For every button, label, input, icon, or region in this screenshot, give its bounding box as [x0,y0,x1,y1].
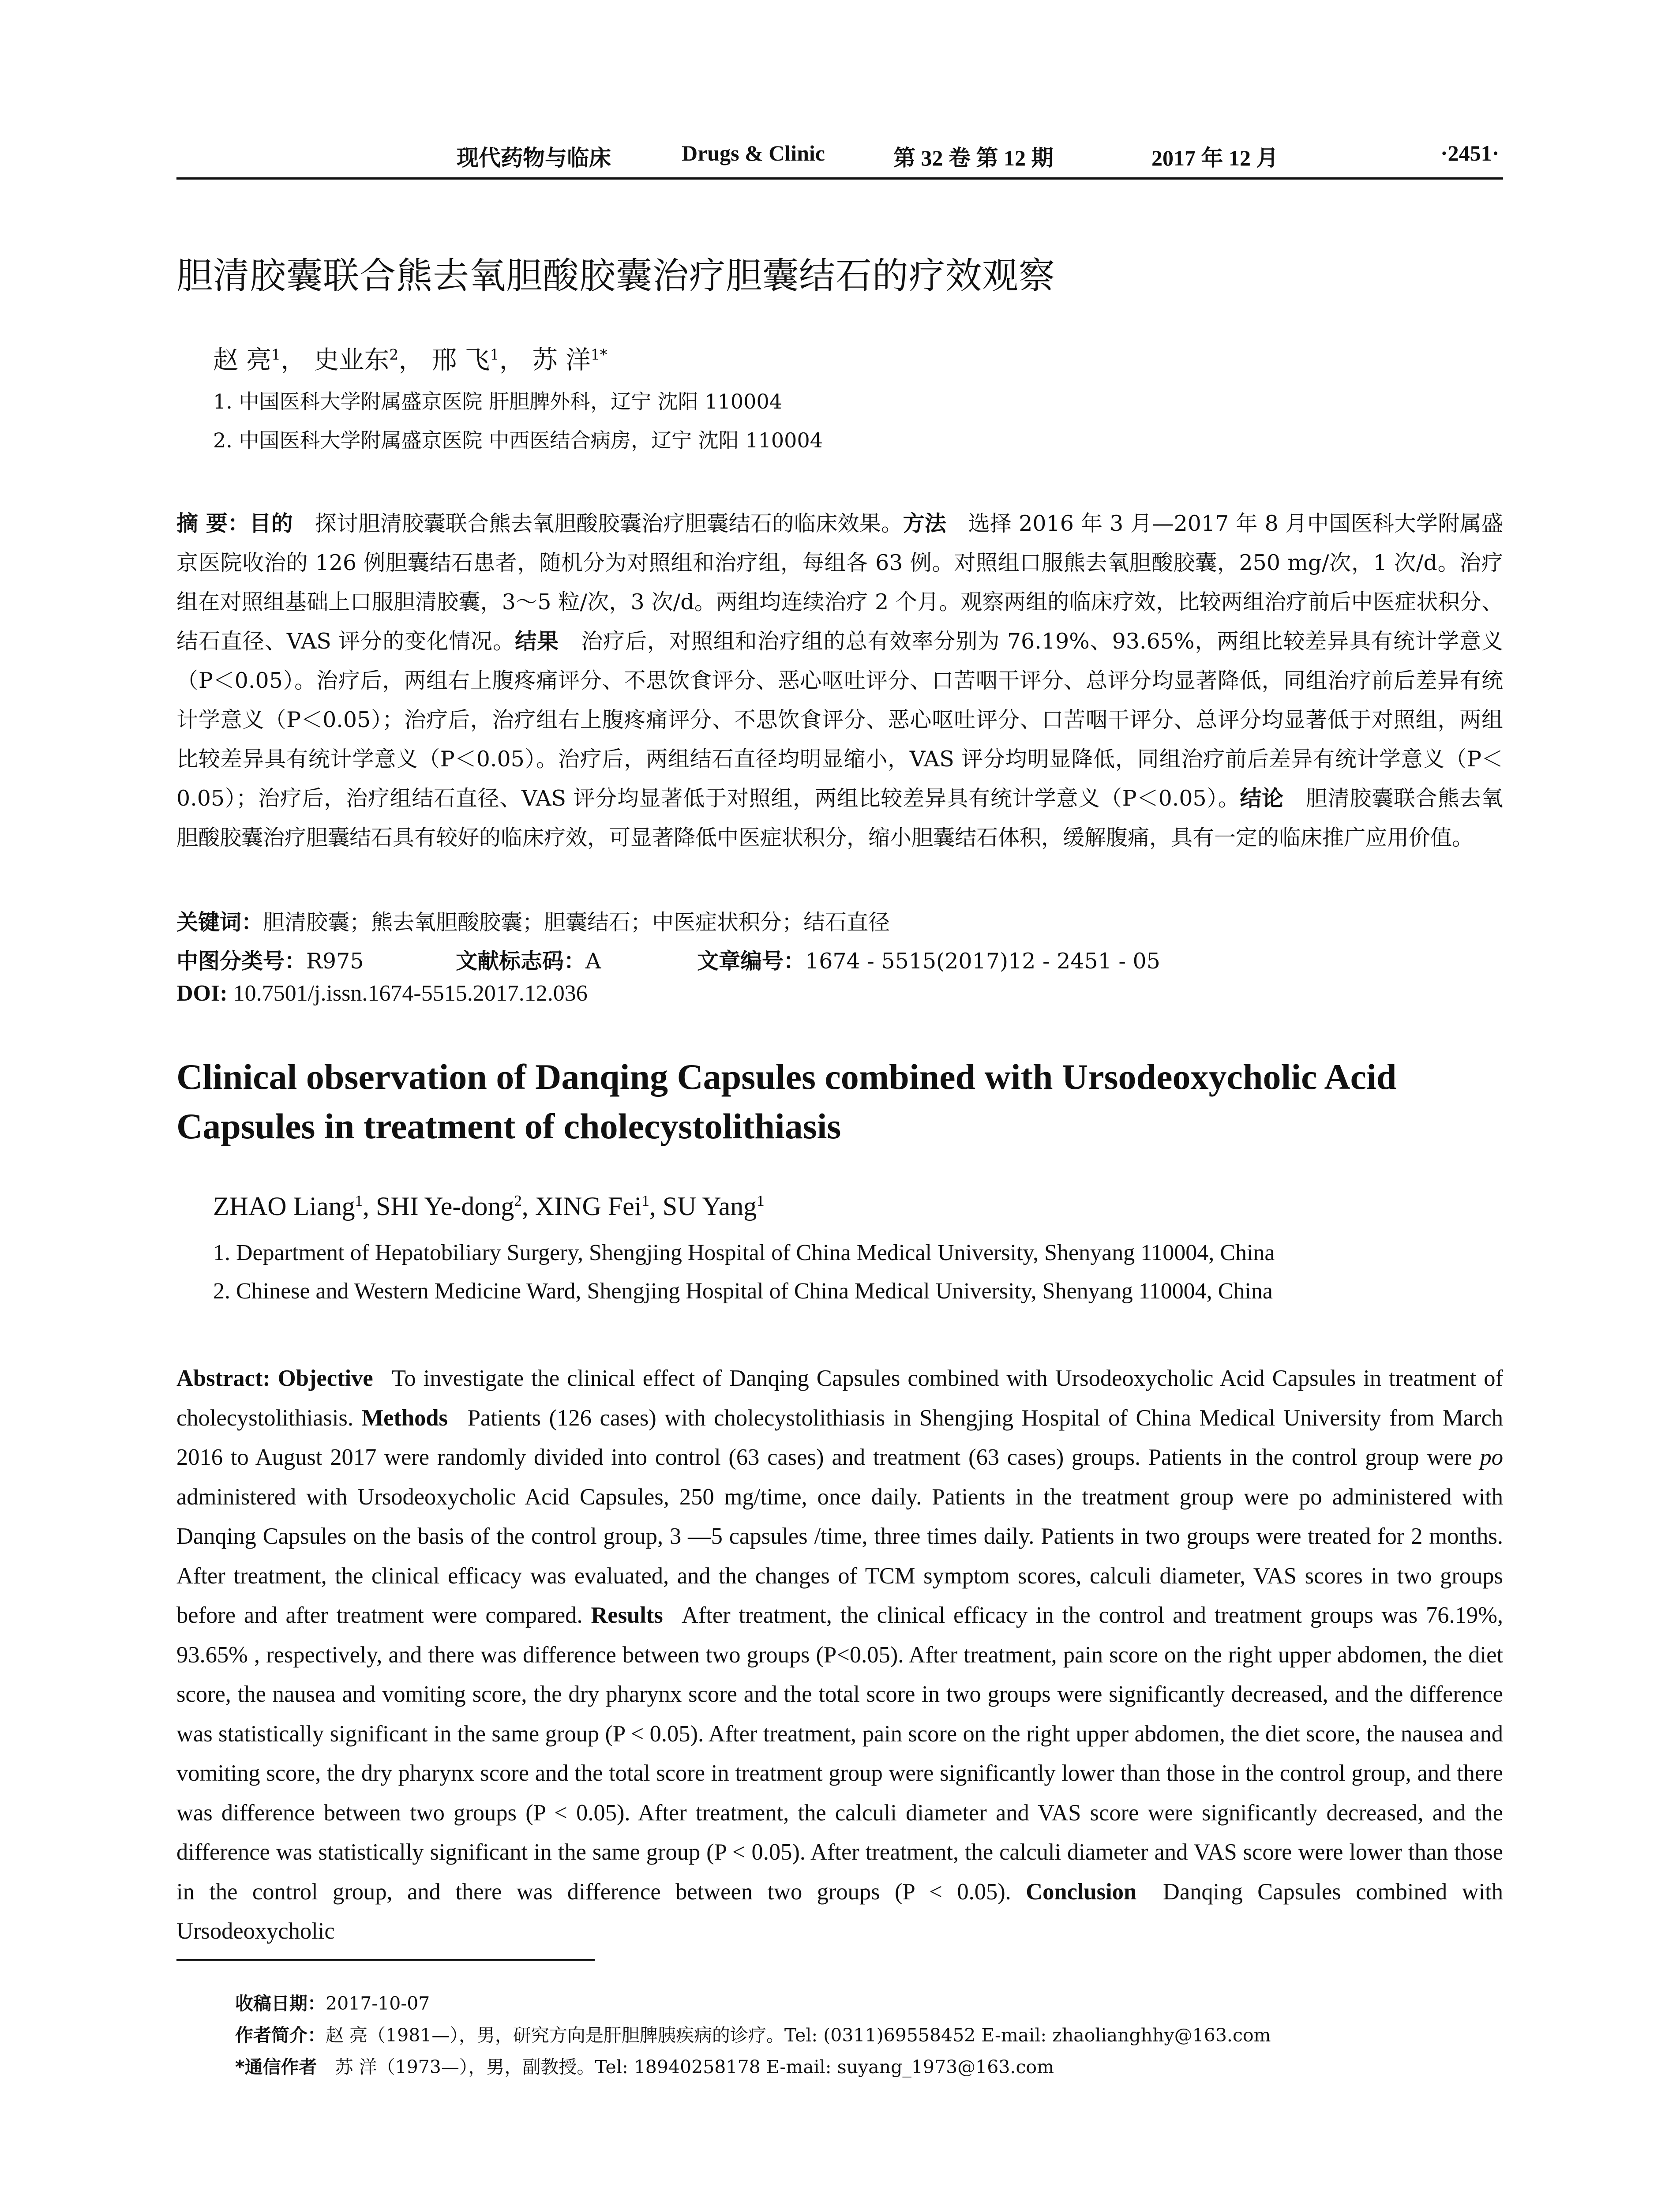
results-label-en: Results [591,1602,663,1628]
results-label-cn: 结果 [515,629,559,654]
methods-text-cn: 选择 2016 年 3 月—2017 年 8 月中国医科大学附属盛京医院收治的 126 例胆囊结石患者，随机分为对照组和治疗组，每组各 63 例。对照组口服熊去氧胆酸胶囊，250 mg/次，1 次/d。治疗组在对照组基础上口服胆清胶囊，3～5 粒/次，3 次/d。两组均连续治疗 2 个月。观察两组的临床疗效，比较两组治疗前后中医症状积分、结石直径、VAS 评分的变化情况。 [176,511,1503,654]
footnote-corresponding [235,2052,1054,2078]
objective-label-cn: 目的 [249,511,293,536]
author-en: SHI Ye-dong [376,1192,514,1221]
objective-text-cn: 探讨胆清胶囊联合熊去氧胆酸胶囊治疗胆囊结石的临床效果。 [315,511,903,536]
journal-name-cn: 现代药物与临床 [457,145,611,171]
corresponding-text: 苏 洋（1973—），男，副教授。Tel: 18940258178 E-mail: suyang_1973@163.com [335,2056,1054,2078]
affiliation-en-2: 2. Chinese and Western Medicine Ward, Shengjing Hospital of China Medical University, Shenyang 110004, China [213,1279,1273,1304]
doc-code-value: A [585,949,601,974]
methods-label-cn: 方法 [903,511,947,536]
author-bio-label: 作者简介： [235,2025,326,2046]
article-number-value: 1674 - 5515(2017)12 - 2451 - 05 [805,949,1160,974]
author-separator: ， [499,345,525,375]
author-cn: 苏 洋 [532,345,591,375]
author-separator: , [649,1192,663,1221]
footnote-received [235,1989,430,2015]
conclusion-label-cn: 结论 [1240,786,1284,811]
results-text-cn: 治疗后，对照组和治疗组的总有效率分别为 76.19%、93.65%，两组比较差异具有统计学意义（P＜0.05）。治疗后，两组右上腹疼痛评分、不思饮食评分、恶心呕吐评分、口苦咽干评分、总评分均显著降低，同组治疗前后差异有统计学意义（P＜0.05）；治疗后，治疗组右上腹疼痛评分、不思饮食评分、恶心呕吐评分、口苦咽干评分、总评分均显著低于对照组，两组比较差异具有统计学意义（P＜0.05）。治疗后，两组结石直径均明显缩小，VAS 评分均明显降低，同组治疗前后差异有统计学意义（P＜0.05）；治疗后，治疗组结石直径、VAS 评分均显著低于对照组，两组比较差异具有统计学意义（P＜0.05）。 [176,629,1503,811]
doc-code-label: 文献标志码： [456,949,586,974]
abstract-cn-label: 摘 要： [176,511,250,536]
doi-value: 10.7501/j.issn.1674-5515.2017.12.036 [233,981,588,1006]
abstract-en-label: Abstract: [176,1366,270,1391]
conclusion-label-en: Conclusion [1026,1879,1137,1905]
title-en: Clinical observation of Danqing Capsules combined with Ursodeoxycholic Acid Capsules in treatment of cholecystolithiasis [176,1057,1397,1146]
keywords-label: 关键词： [176,910,263,935]
author-separator: , [521,1192,535,1221]
conclusion-text-en: Danqing Capsules combined with Ursodeoxycholic [176,1879,1504,1944]
author-cn-affiliation: 1* [590,346,608,363]
author-en: XING Fei [535,1192,642,1221]
abstract-en [176,1359,1503,1951]
author-en-affiliation: 2 [514,1192,522,1209]
header-rule [176,177,1503,180]
page-number: ·2451· [1440,141,1500,165]
journal-name-en: Drugs & Clinic [682,141,825,165]
received-date: 2017-10-07 [326,1993,430,2014]
author-separator: ， [398,345,424,375]
keywords-text: 胆清胶囊；熊去氧胆酸胶囊；胆囊结石；中医症状积分；结石直径 [263,910,890,935]
methods-text-en-cont: administered with Ursodeoxycholic Acid Capsules, 250 mg/time, once daily. Patients in the treatment group were po administered with Danqing Capsules on the basis of the control group, 3 —5 capsules /time, three times daily. Patients in two groups were treated for 2 months. After treatment, the clinical efficacy was evaluated, and the changes of TCM symptom scores, calculi diameter, VAS scores in two groups before and after treatment were compared. [176,1484,1503,1628]
conclusion-text-cn: 胆清胶囊联合熊去氧胆酸胶囊治疗胆囊结石具有较好的临床疗效，可显著降低中医症状积分，缩小胆囊结石体积，缓解腹痛，具有一定的临床推广应用价值。 [176,786,1503,850]
author-separator: ， [281,345,306,375]
affiliation-cn-2: 2. 中国医科大学附属盛京医院 中西医结合病房，辽宁 沈阳 110004 [213,428,823,452]
methods-text-en: Patients (126 cases) with cholecystolithiasis in Shengjing Hospital of China Medical University from March 2016 to August 2017 were randomly divided into control (63 cases) and treatment (63 cases) groups. Patients in the control group were [176,1405,1503,1470]
author-en-affiliation: 1 [757,1192,765,1209]
clc-label: 中图分类号： [176,949,307,974]
doi-line [176,980,588,1006]
author-cn-affiliation: 1 [271,346,281,363]
author-en: ZHAO Liang [213,1192,355,1221]
doi-label: DOI: [176,981,228,1006]
article-number-label: 文章编号： [697,949,806,974]
issue-date: 2017 年 12 月 [1151,146,1279,170]
authors-cn [213,340,607,376]
affiliation-cn-1: 1. 中国医科大学附属盛京医院 肝胆脾外科，辽宁 沈阳 110004 [213,390,782,413]
received-label: 收稿日期： [235,1993,326,2014]
affiliation-en-1: 1. Department of Hepatobiliary Surgery, Shengjing Hospital of China Medical University, Shenyang 110004, China [213,1240,1275,1265]
author-cn: 赵 亮 [213,345,272,375]
objective-text-en: To investigate the clinical effect of Danqing Capsules combined with Ursodeoxycholic Acid Capsules in treatment of cholecystolithiasis. [176,1366,1504,1431]
issue-info: 第 32 卷 第 12 期 [893,146,1054,170]
footnote-author-bio [235,2021,1271,2047]
author-bio-text: 赵 亮（1981—），男，研究方向是肝胆脾胰疾病的诊疗。Tel: (0311)69558452 E-mail: zhaolianghhy@163.com [326,2025,1271,2046]
methods-label-en: Methods [361,1405,448,1431]
results-text-en: After treatment, the clinical efficacy in the control and treatment groups was 76.19%, 93.65% , respectively, and there was difference between two groups (P<0.05). After treatment, pain score on the right upper abdomen, the diet score, the nausea and vomiting score, the dry pharynx score and the total score in two groups were significantly decreased, and the difference was statistically significant in the same group (P < 0.05). After treatment, pain score on the right upper abdomen, the diet score, the nausea and vomiting score, the dry pharynx score and the total score in treatment group were significantly lower than those in the control group, and there was difference between two groups (P < 0.05). After treatment, the calculi diameter and VAS score were significantly decreased, and the difference was statistically significant in the same group (P < 0.05). After treatment, the calculi diameter and VAS score were lower than those in the control group, and there was difference between two groups (P < 0.05). [176,1602,1503,1905]
author-separator: , [363,1192,376,1221]
running-header [176,140,1500,171]
clc-value: R975 [306,949,364,974]
author-cn: 史业东 [314,345,390,375]
authors-en [213,1191,765,1222]
abstract-cn [176,504,1503,857]
methods-po-italic: po [1480,1444,1503,1470]
author-en-affiliation: 1 [355,1192,363,1209]
classification-line [176,944,1503,975]
objective-label-en: Objective [278,1366,373,1391]
author-cn-affiliation: 1 [490,346,499,363]
title-cn: 胆清胶囊联合熊去氧胆酸胶囊治疗胆囊结石的疗效观察 [176,255,1056,297]
author-cn-affiliation: 2 [389,346,399,363]
author-cn: 邢 飞 [431,345,490,375]
author-en-affiliation: 1 [641,1192,649,1209]
author-en: SU Yang [662,1192,757,1221]
footnote-rule [176,1959,595,1961]
keywords-cn [176,905,890,936]
corresponding-label: *通信作者 [235,2056,317,2078]
